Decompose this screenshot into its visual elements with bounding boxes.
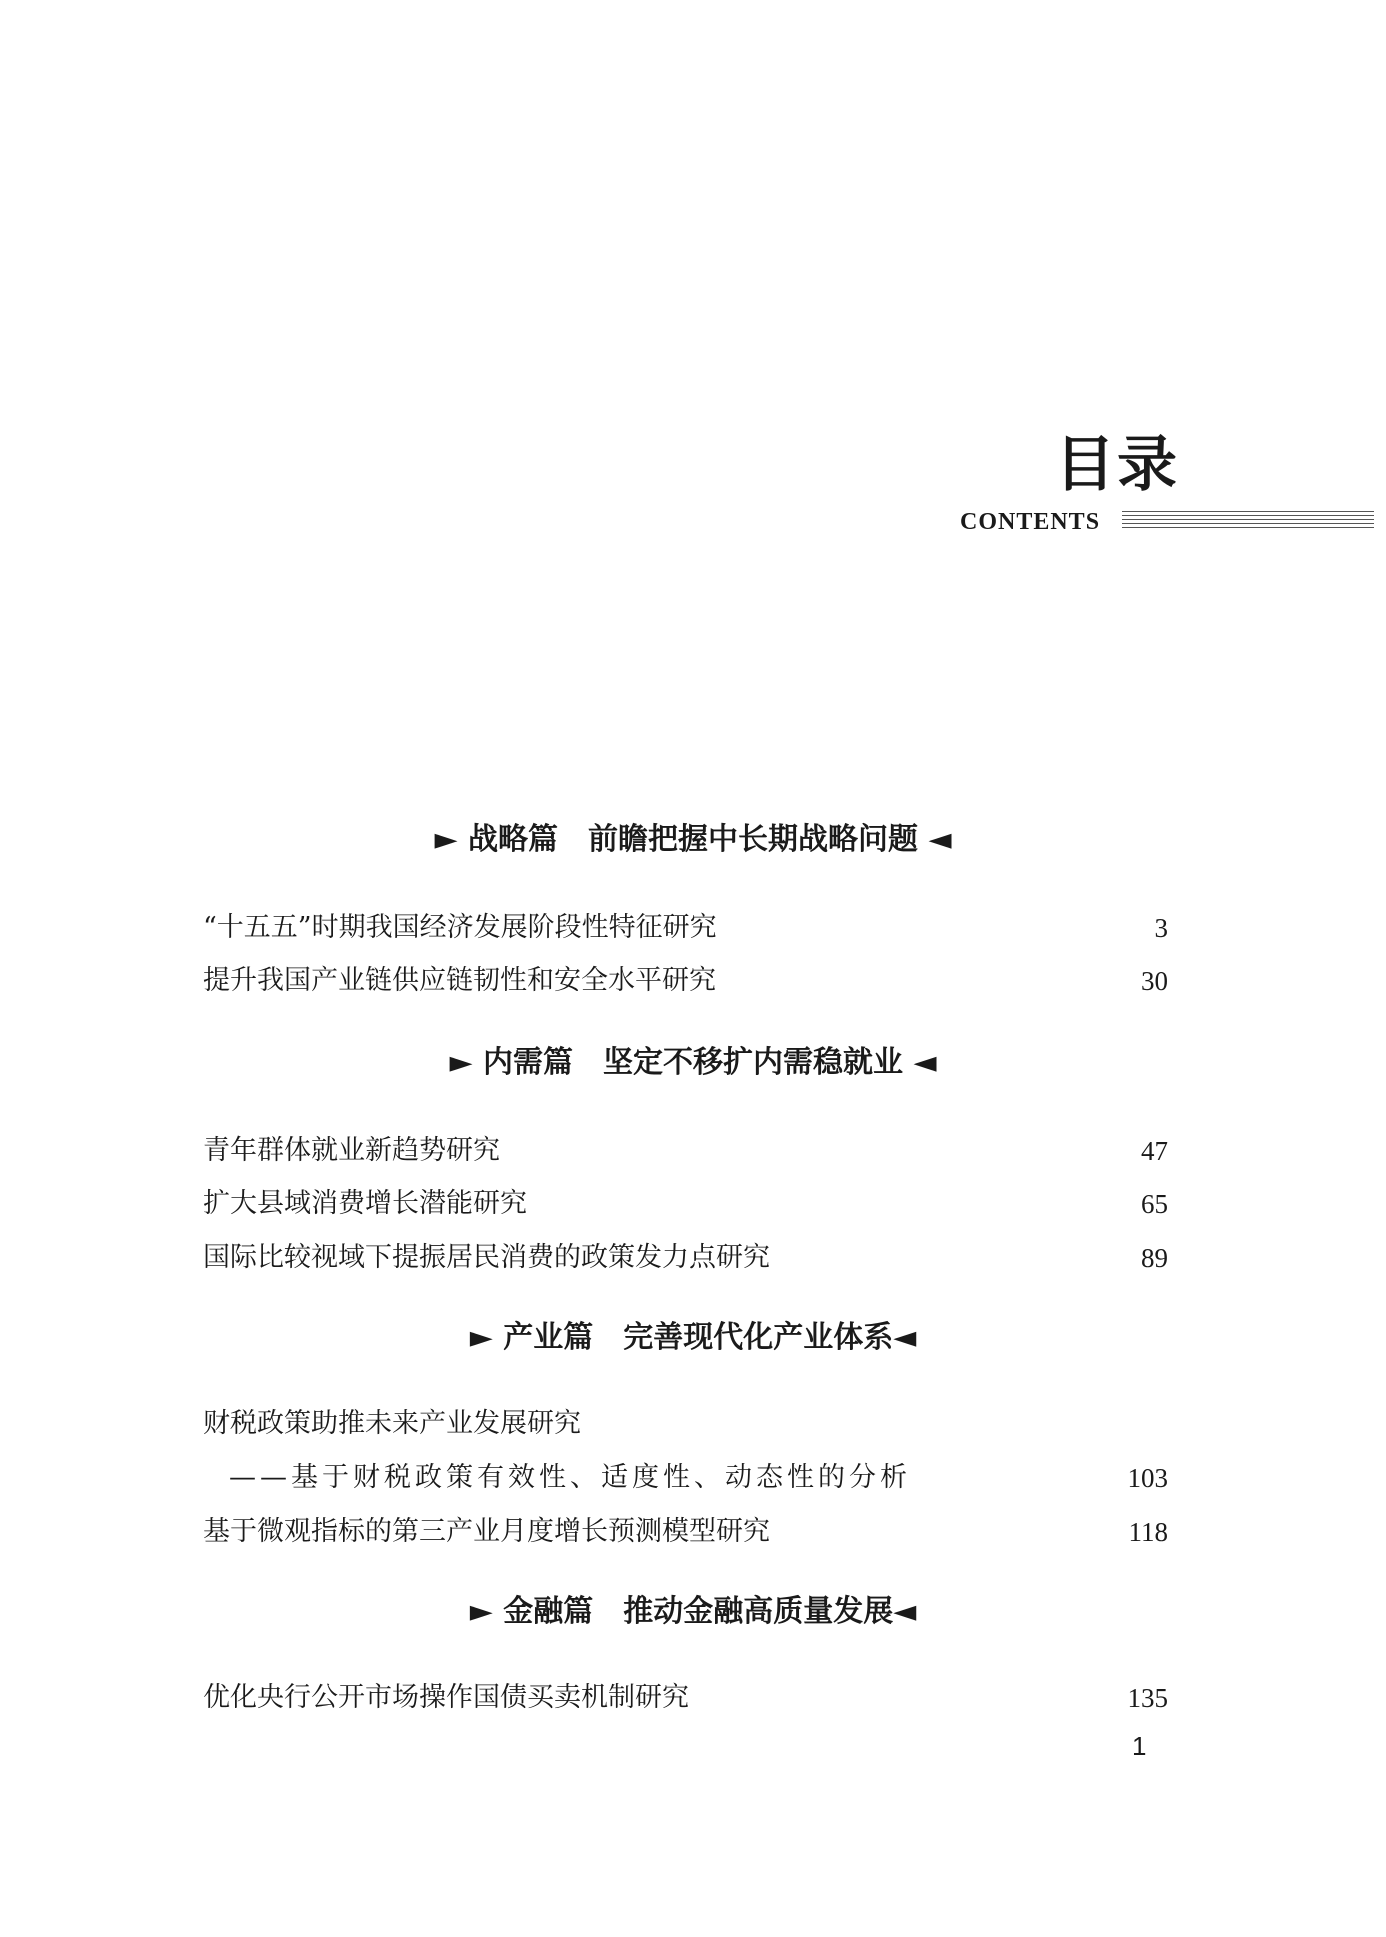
toc-entry-page: 65 bbox=[1141, 1189, 1168, 1219]
toc-entry-page: 118 bbox=[1128, 1517, 1168, 1547]
toc-entry-title: 基于微观指标的第三产业月度增长预测模型研究 bbox=[203, 1516, 770, 1547]
toc-entry-title: “十五五”时期我国经济发展阶段性特征研究 bbox=[203, 912, 717, 943]
toc-entry-page: 103 bbox=[1127, 1463, 1168, 1493]
toc-entry-page: 30 bbox=[1141, 966, 1168, 996]
toc-entry-page: 47 bbox=[1141, 1136, 1168, 1166]
toc-entry-page: 3 bbox=[1154, 913, 1168, 943]
section-heading-demand: ► 内需篇 坚定不移扩内需稳就业 ◄ bbox=[449, 1045, 937, 1080]
toc-entry[interactable] bbox=[203, 961, 1168, 1001]
toc-entry[interactable] bbox=[203, 908, 1168, 948]
toc-entry[interactable] bbox=[203, 1238, 1168, 1278]
toc-entry-page: 135 bbox=[1127, 1683, 1168, 1713]
toc-entry-page: 89 bbox=[1141, 1243, 1168, 1273]
page-number: 1 bbox=[1132, 1731, 1147, 1761]
toc-entry-title: 优化央行公开市场操作国债买卖机制研究 bbox=[203, 1682, 689, 1713]
toc-entry-title: 国际比较视域下提振居民消费的政策发力点研究 bbox=[203, 1242, 770, 1273]
toc-entry-title: 提升我国产业链供应链韧性和安全水平研究 bbox=[203, 965, 716, 996]
section-heading-industry: ► 产业篇 完善现代化产业体系◄ bbox=[469, 1320, 917, 1355]
toc-entry-title: 扩大县域消费增长潜能研究 bbox=[203, 1188, 527, 1219]
toc-entry[interactable] bbox=[203, 1184, 1168, 1224]
toc-entry-title: ——基于财税政策有效性、适度性、动态性的分析 bbox=[229, 1462, 911, 1493]
toc-entry-title: 财税政策助推未来产业发展研究 bbox=[203, 1408, 581, 1439]
toc-entry[interactable] bbox=[203, 1404, 1168, 1444]
toc-entry-subtitle[interactable] bbox=[203, 1458, 1168, 1498]
page-subtitle: CONTENTS bbox=[960, 509, 1101, 535]
toc-entry[interactable] bbox=[203, 1131, 1168, 1171]
toc-entry-title: 青年群体就业新趋势研究 bbox=[203, 1135, 500, 1166]
section-heading-finance: ► 金融篇 推动金融高质量发展◄ bbox=[469, 1594, 917, 1629]
section-heading-strategy: ► 战略篇 前瞻把握中长期战略问题 ◄ bbox=[434, 822, 952, 857]
page-title: 目录 bbox=[1055, 430, 1179, 500]
toc-entry[interactable] bbox=[203, 1512, 1168, 1552]
toc-entry[interactable] bbox=[203, 1678, 1168, 1718]
